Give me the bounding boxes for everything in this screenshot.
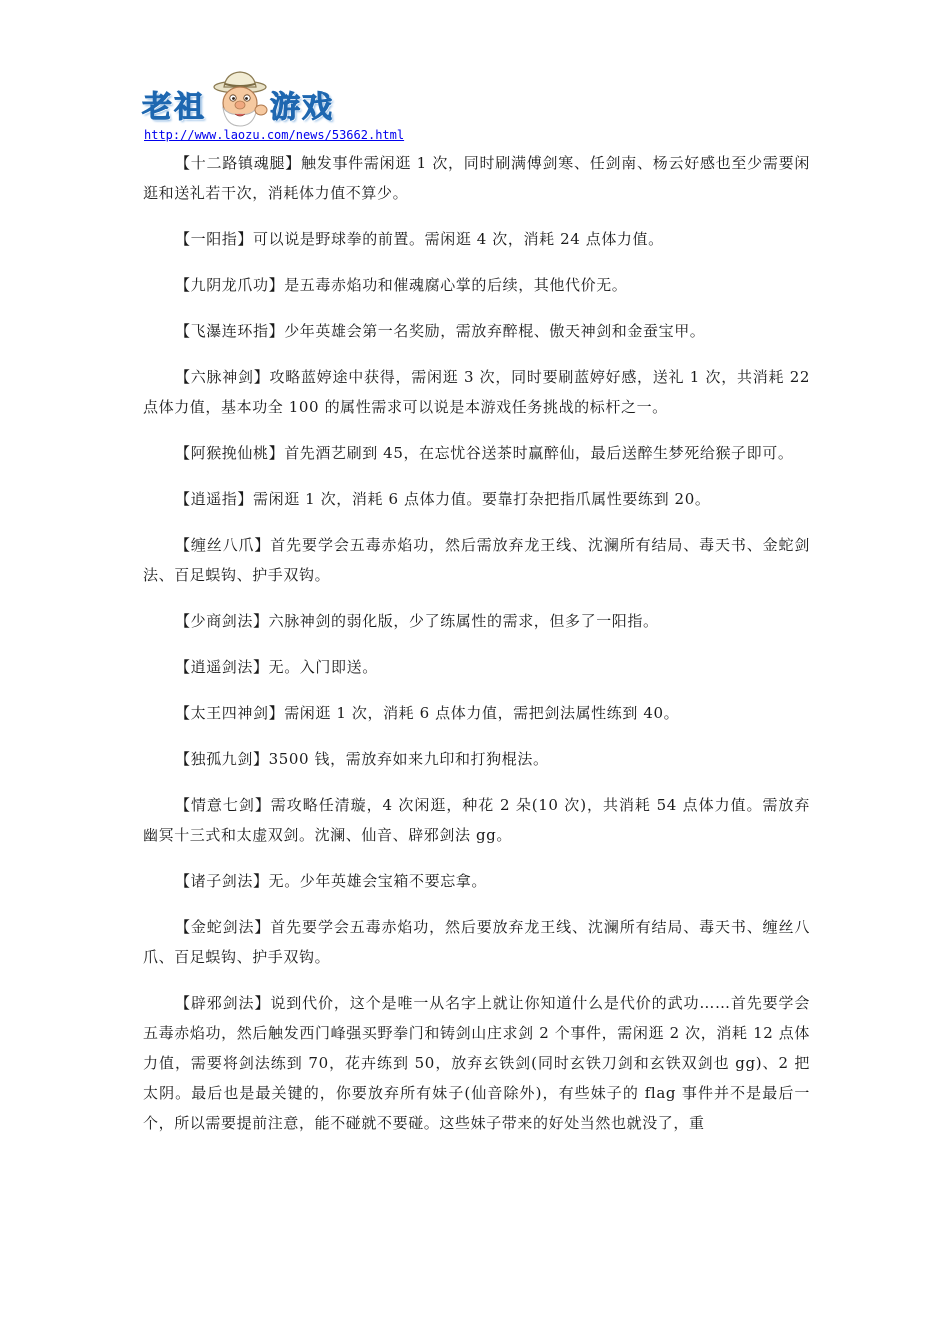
paragraph-text: 首先酒艺刷到 45，在忘忧谷送茶时赢醉仙，最后送醉生梦死给猴子即可。: [284, 444, 794, 462]
paragraph-text: 无。少年英雄会宝箱不要忘拿。: [268, 872, 488, 890]
term-label: 【九阴龙爪功】: [175, 276, 285, 294]
term-label: 【缠丝八爪】: [175, 536, 271, 554]
term-label: 【阿猴挽仙桃】: [175, 444, 285, 462]
paragraph-feipu-lianhuan-zhi: [143, 316, 810, 346]
laozu-logo[interactable]: [142, 66, 342, 130]
paragraph-text: 需攻略任清璇，4 次闲逛，种花 2 朵(10 次)，共消耗 54 点体力值。需放弃幽冥十三式和太虚双剑。沈澜、仙音、辟邪剑法 gg。: [143, 796, 810, 844]
term-label: 【逍遥剑法】: [175, 658, 269, 676]
paragraph-yiyang-zhi: [143, 224, 810, 254]
logo-text-left: 老祖: [142, 90, 206, 125]
term-label: 【六脉神剑】: [175, 368, 270, 386]
paragraph-text: 说到代价，这个是唯一从名字上就让你知道什么是代价的武功……首先要学会五毒赤焰功，然后触发西门峰强买野拳门和铸剑山庄求剑 2 个事件，需闲逛 2 次，消耗 12 点体力值，需要将剑法练到 70，花卉练到 50，放弃玄铁剑(同时玄铁刀剑和玄铁双剑也 gg)、2 把太阴。最后也是最关键的，你要放弃所有妹子(仙音除外)，有些妹子的 flag 事件并不是最后一个，所以需要提前注意，能不碰就不要碰。这些妹子带来的好处当然也就没了，重: [143, 994, 810, 1132]
term-label: 【诸子剑法】: [175, 872, 269, 890]
paragraph-text: 六脉神剑的弱化版，少了练属性的需求，但多了一阳指。: [268, 612, 659, 630]
paragraph-xiaoyao-jianfa: [143, 652, 810, 682]
old-man-mascot-icon: [210, 70, 270, 128]
paragraph-taiwang-sishenjian: [143, 698, 810, 728]
term-label: 【飞瀑连环指】: [175, 322, 285, 340]
term-label: 【金蛇剑法】: [175, 918, 271, 936]
paragraph-text: 可以说是野球拳的前置。需闲逛 4 次，消耗 24 点体力值。: [253, 230, 664, 248]
paragraph-text: 首先要学会五毒赤焰功，然后需放弃龙王线、沈澜所有结局、毒天书、金蛇剑法、百足蜈钩、护手双钩。: [143, 536, 810, 584]
paragraph-liumai-shenjian: [143, 362, 810, 422]
paragraph-dugu-jiujian: [143, 744, 810, 774]
paragraph-text: 触发事件需闲逛 1 次，同时刷满傅剑寒、任剑南、杨云好感也至少需要闲逛和送礼若干次，消耗体力值不算少。: [143, 154, 810, 202]
paragraph-text: 攻略蓝婷途中获得，需闲逛 3 次，同时要刷蓝婷好感，送礼 1 次，共消耗 22 点体力值，基本功全 100 的属性需求可以说是本游戏任务挑战的标杆之一。: [143, 368, 810, 416]
paragraph-text: 首先要学会五毒赤焰功，然后要放弃龙王线、沈澜所有结局、毒天书、缠丝八爪、百足蜈钩、护手双钩。: [143, 918, 810, 966]
paragraph-text: 需闲逛 1 次，消耗 6 点体力值，需把剑法属性练到 40。: [284, 704, 680, 722]
paragraph-zhuzi-jianfa: [143, 866, 810, 896]
paragraph-ahou-wan-xiantao: [143, 438, 810, 468]
term-label: 【辟邪剑法】: [175, 994, 271, 1012]
paragraph-chansi-bazhua: [143, 530, 810, 590]
term-label: 【少商剑法】: [175, 612, 269, 630]
paragraph-bixie-jianfa: [143, 988, 810, 1138]
paragraph-jiuyin-longzhua-gong: [143, 270, 810, 300]
term-label: 【独孤九剑】: [175, 750, 269, 768]
paragraph-jinshe-jianfa: [143, 912, 810, 972]
paragraph-text: 需闲逛 1 次，消耗 6 点体力值。要靠打杂把指爪属性要练到 20。: [253, 490, 711, 508]
site-header: [142, 66, 462, 146]
term-label: 【情意七剑】: [175, 796, 271, 814]
term-label: 【太王四神剑】: [175, 704, 285, 722]
paragraph-xiaoyao-zhi: [143, 484, 810, 514]
paragraph-text: 是五毒赤焰功和催魂腐心掌的后续，其他代价无。: [284, 276, 628, 294]
paragraph-text: 少年英雄会第一名奖励，需放弃醉棍、傲天神剑和金蚕宝甲。: [284, 322, 706, 340]
paragraph-qingyi-qijian: [143, 790, 810, 850]
paragraph-text: 无。入门即送。: [268, 658, 378, 676]
article-url-link[interactable]: http://www.laozu.com/news/53662.html: [144, 128, 405, 142]
term-label: 【十二路镇魂腿】: [175, 154, 301, 172]
paragraph-shaoshang-jianfa: [143, 606, 810, 636]
term-label: 【一阳指】: [175, 230, 254, 248]
term-label: 【逍遥指】: [175, 490, 254, 508]
logo-text-right: 游戏: [270, 90, 334, 125]
paragraph-shier-lu-zhenhun-tui: [143, 148, 810, 208]
paragraph-text: 3500 钱，需放弃如来九印和打狗棍法。: [268, 750, 549, 768]
article-body: [143, 148, 810, 1154]
